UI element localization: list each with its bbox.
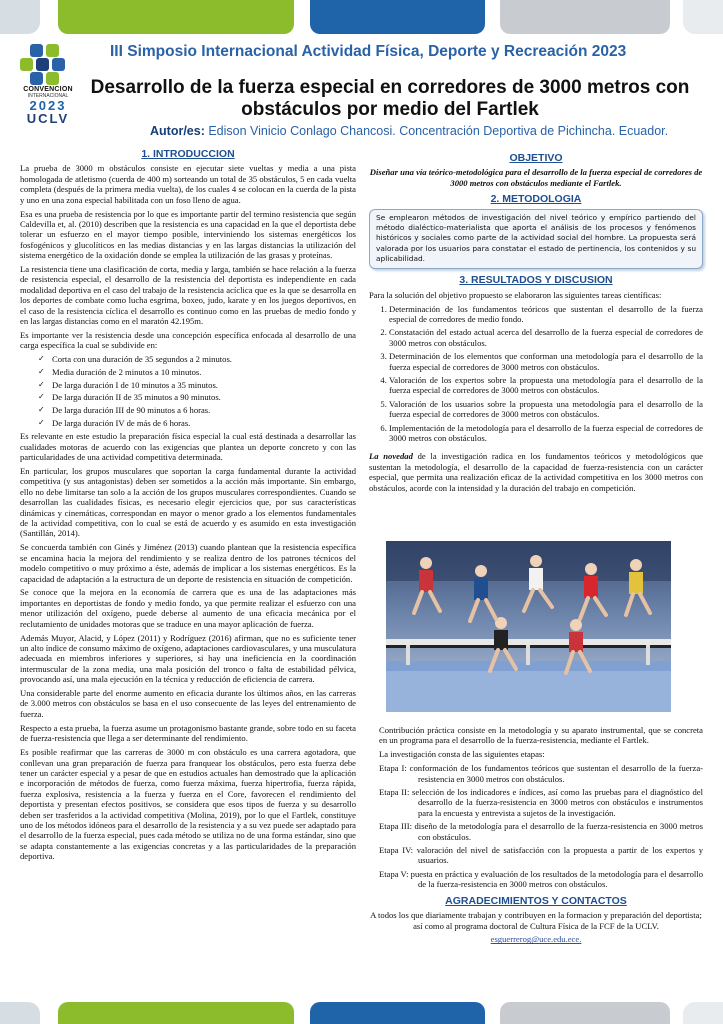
intro-paragraph: Se conoce que la mejora en la economía de carrera que es una de las adaptaciones más importantes en deportistas de fondo y medio fondo, ya que permite realizar el esfuerzo con una menor utilización del oxígeno, puede deberse al aumento de una eficacia mecánica por el reclutamiento de unidades motoras que se traduce en una mayor aplicación de fuerza. xyxy=(20,587,356,629)
contact-email[interactable]: esguerrerog@uce.edu.ece. xyxy=(490,934,582,945)
list-item: ✓ De larga duración I de 10 minutos a 35 minutos. xyxy=(38,379,218,390)
novedad-label: La novedad xyxy=(369,451,413,462)
resultados-heading: 3. RESULTADOS Y DISCUSION xyxy=(459,274,613,287)
check-icon: ✓ xyxy=(38,354,45,364)
novedad-text: de la investigación radica en los fundamentos teóricos y metodológicos que sustentan la metodología, el desarrollo de la capacidad de fuerza-resistencia con un carácter especial, que permita una realización eficaz de la actividad competitiva en los 3000 metros con obstáculos, acorde con la intensidad y la duración del trabajo en competición. xyxy=(369,451,703,493)
list-item: 2. Constatación del estado actual acerca del desarrollo de la fuerza especial de corredores de 3000 metros con obstáculos. xyxy=(389,327,703,348)
list-item: 6. Implementación de la metodología para el desarrollo de la fuerza especial de corredores de 3000 metros con obstáculos. xyxy=(389,423,703,444)
list-item: Etapa IV: valoración del nivel de satisfacción con la propuesta a partir de los expertos y usuarios. xyxy=(379,845,703,866)
metodologia-box: Se emplearon métodos de investigación del nivel teórico y empírico partiendo del método dialéctico-materialista que aporta el análisis de los procesos y fenómenos históricos y sociales como parte de la actividad social del hombre. La propuesta será valorada por los usuarios para constatar el estado de pertinencia, los contenidos y su aplicabilidad. xyxy=(369,209,703,269)
top-tab-blue xyxy=(310,0,485,34)
author-text: Edison Vinicio Conlago Chancosi. Concentración Deportiva de Pichincha. Ecuador. xyxy=(204,124,669,138)
intro-paragraph: Además Muyor, Alacid, y López (2011) y Rodríguez (2016) afirman, que no es suficiente tener un alto índice de consumo máximo de oxígeno, adaptaciones cardiovasculares, y una musculatura adecuada en miembros inferiores y superiores, si hay una ineficiencia en la coordinación intermuscular de la zona media, una mala posición del tronco o falta de estabilidad pélvica, provocando así, una mala ejecución en la técnica y reducción de eficiencia de carrera. xyxy=(20,632,357,685)
contribucion-paragraph: Contribución práctica consiste en la metodología y su aparato instrumental, que se concreta en un programa para el desarrollo de la fuerza-resistencia, mediante el Fartlek. xyxy=(379,725,703,746)
intro-paragraph: Es relevante en este estudio la preparación física especial la cual está destinada a desarrollar las cualidades motoras de acuerdo con las exigencias que plantea un deporte concreto y con las particularidades de una actividad competitiva determinada. xyxy=(20,431,356,463)
list-item: ✓ Media duración de 2 minutos a 10 minutos. xyxy=(38,367,202,378)
agradecimientos-text: A todos los que diariamente trabajan y contribuyen en la formacion y preparación del deportista; así como al programa doctoral de Cultura Física de la FCF de la UCLV. xyxy=(370,910,702,931)
logo-year: 2023 xyxy=(29,98,67,113)
etapas-list xyxy=(369,763,703,889)
objetivo-heading: OBJETIVO xyxy=(509,152,563,164)
metodologia-heading: 2. METODOLOGIA xyxy=(490,193,582,206)
logo-line2: INTERNACIONAL xyxy=(27,93,69,99)
list-item: Etapa V: puesta en práctica y evaluación de los resultados de la metodología para el desarrollo de la fuerza-resistencia en 3000 metros con obstáculos. xyxy=(379,868,703,890)
top-tab-left xyxy=(0,0,40,34)
check-icon: ✓ xyxy=(38,379,45,389)
symposium-title: III Simposio Internacional Actividad Física, Deporte y Recreación 2023 xyxy=(110,43,627,60)
list-item: Etapa I: conformación de los fundamentos teóricos que sustentan el desarrollo de la fuerza-resistencia en 3000 metros con obstáculos. xyxy=(379,763,703,784)
right-column-bottom xyxy=(369,725,703,945)
check-icon: ✓ xyxy=(38,392,45,402)
intro-paragraph: En particular, los grupos musculares que soportan la carga fundamental durante la actividad competitiva (y sus antagonistas) deben ser sometidos a la acción más importante. Sin embargo, ello no debe limitarse tan solo a la acción de los grupos musculares correspondientes. Cuando se desarrollan las cualidades físicas, es necesario elegir ejercicios que, por sus características dinámicas y cinemáticas, correspondan en mayor o menor grado a los elementos fundamentales de la actividad competitiva, con lo cual se está de acuerdo y es asumido en esta investigación (Santillán, 2014). xyxy=(20,465,356,539)
list-item: ✓ De larga duración IV de más de 6 horas. xyxy=(38,417,191,428)
left-column xyxy=(20,149,356,865)
poster-title: Desarrollo de la fuerza especial en corredores de 3000 metros con obstáculos por medio del Fartlek xyxy=(90,77,690,120)
resultados-intro: Para la solución del objetivo propuesto se elaboraron las siguientes tareas científicas: xyxy=(369,289,662,300)
intro-paragraph: Una considerable parte del enorme aumento en eficacia durante los últimos años, en las carreras de 3.000 metros con obstáculos se basa en el uso consecuente de las leyes del entrenamiento de fuerza. xyxy=(20,688,356,719)
intro-paragraph: La prueba de 3000 m obstáculos consiste en ejecutar siete vueltas y media a una pista homologada de atletismo (cuerda de 400 m) sorteando un total de 35 obstáculos, 5 en cada vuelta completa (después de la primera media vuelta), de los cuales 4 se colocan en la cuerda de la pista y uno en una zona especial habilitada con un foso lleno de agua. xyxy=(20,163,356,205)
objetivo-text: Diseñar una vía teórico-metodológica para el desarrollo de la fuerza especial de corredores de 3000 metros con obstáculos mediante el Fartlek. xyxy=(369,167,703,188)
bottom-tab-blue xyxy=(310,1002,485,1024)
etapas-intro: La investigación consta de las siguientes etapas: xyxy=(379,749,545,760)
duration-list xyxy=(20,354,356,428)
bottom-tab-green xyxy=(58,1002,294,1024)
list-item: 5. Valoración de los usuarios sobre la propuesta una metodología para el desarrollo de la fuerza especial de corredores de 3000 metros con obstáculos. xyxy=(389,399,703,420)
check-icon: ✓ xyxy=(38,417,45,427)
check-icon: ✓ xyxy=(38,367,45,377)
intro-paragraph: Es importante ver la resistencia desde una concepción específica enfocada al desarrollo de una carga específica la cual se subdivide en: xyxy=(20,330,356,351)
intro-heading: 1. INTRODUCCION xyxy=(141,148,235,160)
logo-line1: CONVENCION xyxy=(23,86,73,93)
intro-paragraph: Esa es una prueba de resistencia por lo que es importante partir del termino resistencia que según Caldevilla et, al. (2010) describen que la resistencia es una capacidad en la que el deportista debe tolerar un esfuerzo en el mayor tiempo posible, interviniendo los sistemas energéticos los fosfogénicos y glucolíticos en las medias distancias y en las largas distancias la utilización del sistema energético de la oxidación donde se emplea la utilización de las grasas y proteínas. xyxy=(20,208,356,261)
agradecimientos-heading: AGRADECIMIENTOS Y CONTACTOS xyxy=(445,894,627,907)
right-column-top xyxy=(369,153,703,497)
check-icon: ✓ xyxy=(38,405,45,415)
logo-org: UCLV xyxy=(26,111,70,126)
bottom-tab-gray xyxy=(500,1002,670,1024)
logo-mark xyxy=(16,42,80,86)
list-item: Etapa II: selección de los indicadores e índices, así como las pruebas para el diagnóstico del desarrollo de la fuerza-resistencia en 3000 metros con obstáculos e instrumentos para la encuesta y entrevista a sujetos de la investigación. xyxy=(379,787,703,818)
author-line xyxy=(150,124,720,138)
list-item: 4. Valoración de los expertos sobre la propuesta una metodología para el desarrollo de la fuerza especial de corredores de 3000 metros con obstáculos. xyxy=(389,375,703,396)
steeplechase-photo xyxy=(386,541,671,712)
list-item: ✓ De larga duración III de 90 minutos a 6 horas. xyxy=(38,405,211,416)
intro-paragraph: Es posible reafirmar que las carreras de 3000 m con obstáculo es una carrera agotadora, que conllevan una gran preparación de fuerza para franquear los obstáculos, pero esta fuerza debe tener un carácter especial y a pesar de que en estudios actuales han demostrado que la aplicación e incorporación de métodos de fuerza, como fuerza máxima, fuerza hipertrofia, fuerza rápida, fuerza explosiva, resistencia a la fuerza y fuerza en el Core, favorecen el rendimiento del deportista y presentan efectos positivos, se considera que esos tipos de fuerza y su desarrollo deben ser trasferidos a la actividad competitiva (Molina, 2019), por lo que el Fartlek, constituye uno de los métodos idóneos para el desarrollo de la resistencia y a su vez puede ser adaptado para el desarrollo de la fuerza especial, pues cada método se utiliza no de una forma estándar, sino que se adapta constantemente a las exigencias concretas y a las particularidades de la preparación deportiva. xyxy=(20,747,356,862)
convention-logo xyxy=(16,42,80,125)
list-item: 3. Determinación de los elementos que conforman una metodología para el desarrollo de la fuerza especial de corredores de 3000 metros con obstáculos. xyxy=(389,351,703,372)
top-tab-right xyxy=(683,0,723,34)
list-item: Etapa III: diseño de la metodología para el desarrollo de la fuerza-resistencia en 3000 metros con obstáculos. xyxy=(379,821,703,842)
bottom-tab-left xyxy=(0,1002,40,1024)
author-label: Autor/es: xyxy=(150,124,205,138)
novedad-paragraph xyxy=(369,451,703,493)
intro-paragraph: Respecto a esta prueba, la fuerza asume un protagonismo bastante grande, sobre todo en su faceta de fuerza-resistencia que llega a ser determinante del rendimiento. xyxy=(20,722,356,744)
top-tab-gray xyxy=(500,0,670,34)
list-item: ✓ Corta con una duración de 35 segundos a 2 minutos. xyxy=(38,354,232,365)
intro-paragraph: Se concuerda también con Ginés y Jiménez (2013) cuando plantean que la resistencia específica se encamina hacia la mejora del rendimiento y se realiza dentro de los patrones técnicos del modelo competitivo o muy próximo a éste, además de implicar a los sistemas energéticos. Es la capacidad de adaptación a la estructura de un deporte de resistencia en situación de competición. xyxy=(20,542,356,584)
bottom-tab-right xyxy=(683,1002,723,1024)
list-item: ✓ De larga duración II de 35 minutos a 90 minutos. xyxy=(38,392,221,403)
intro-paragraph: La resistencia tiene una clasificación de corta, media y larga, también se hace relación a la fuerza de resistencia especial, el desarrollo de la resistencia del deportista es independiente en cada modalidad deportiva en el caso del trabajo de la resistencia acíclica que es la que se desarrolla en los deportes de combate como lucha esgrima, boxeo, judo, karate y en los juegos deportivos, en el caso de la resistencia cíclica el desarrollo es continuo como en las pruebas de medio fondo y en las largas distancias como en el maratón 42.195m. xyxy=(20,264,356,327)
top-tab-green xyxy=(58,0,294,34)
tasks-list xyxy=(369,304,703,444)
list-item: 1. Determinación de los fundamentos teóricos que sustentan el desarrollo de la fuerza especial de corredores de medio fondo. xyxy=(389,304,703,325)
